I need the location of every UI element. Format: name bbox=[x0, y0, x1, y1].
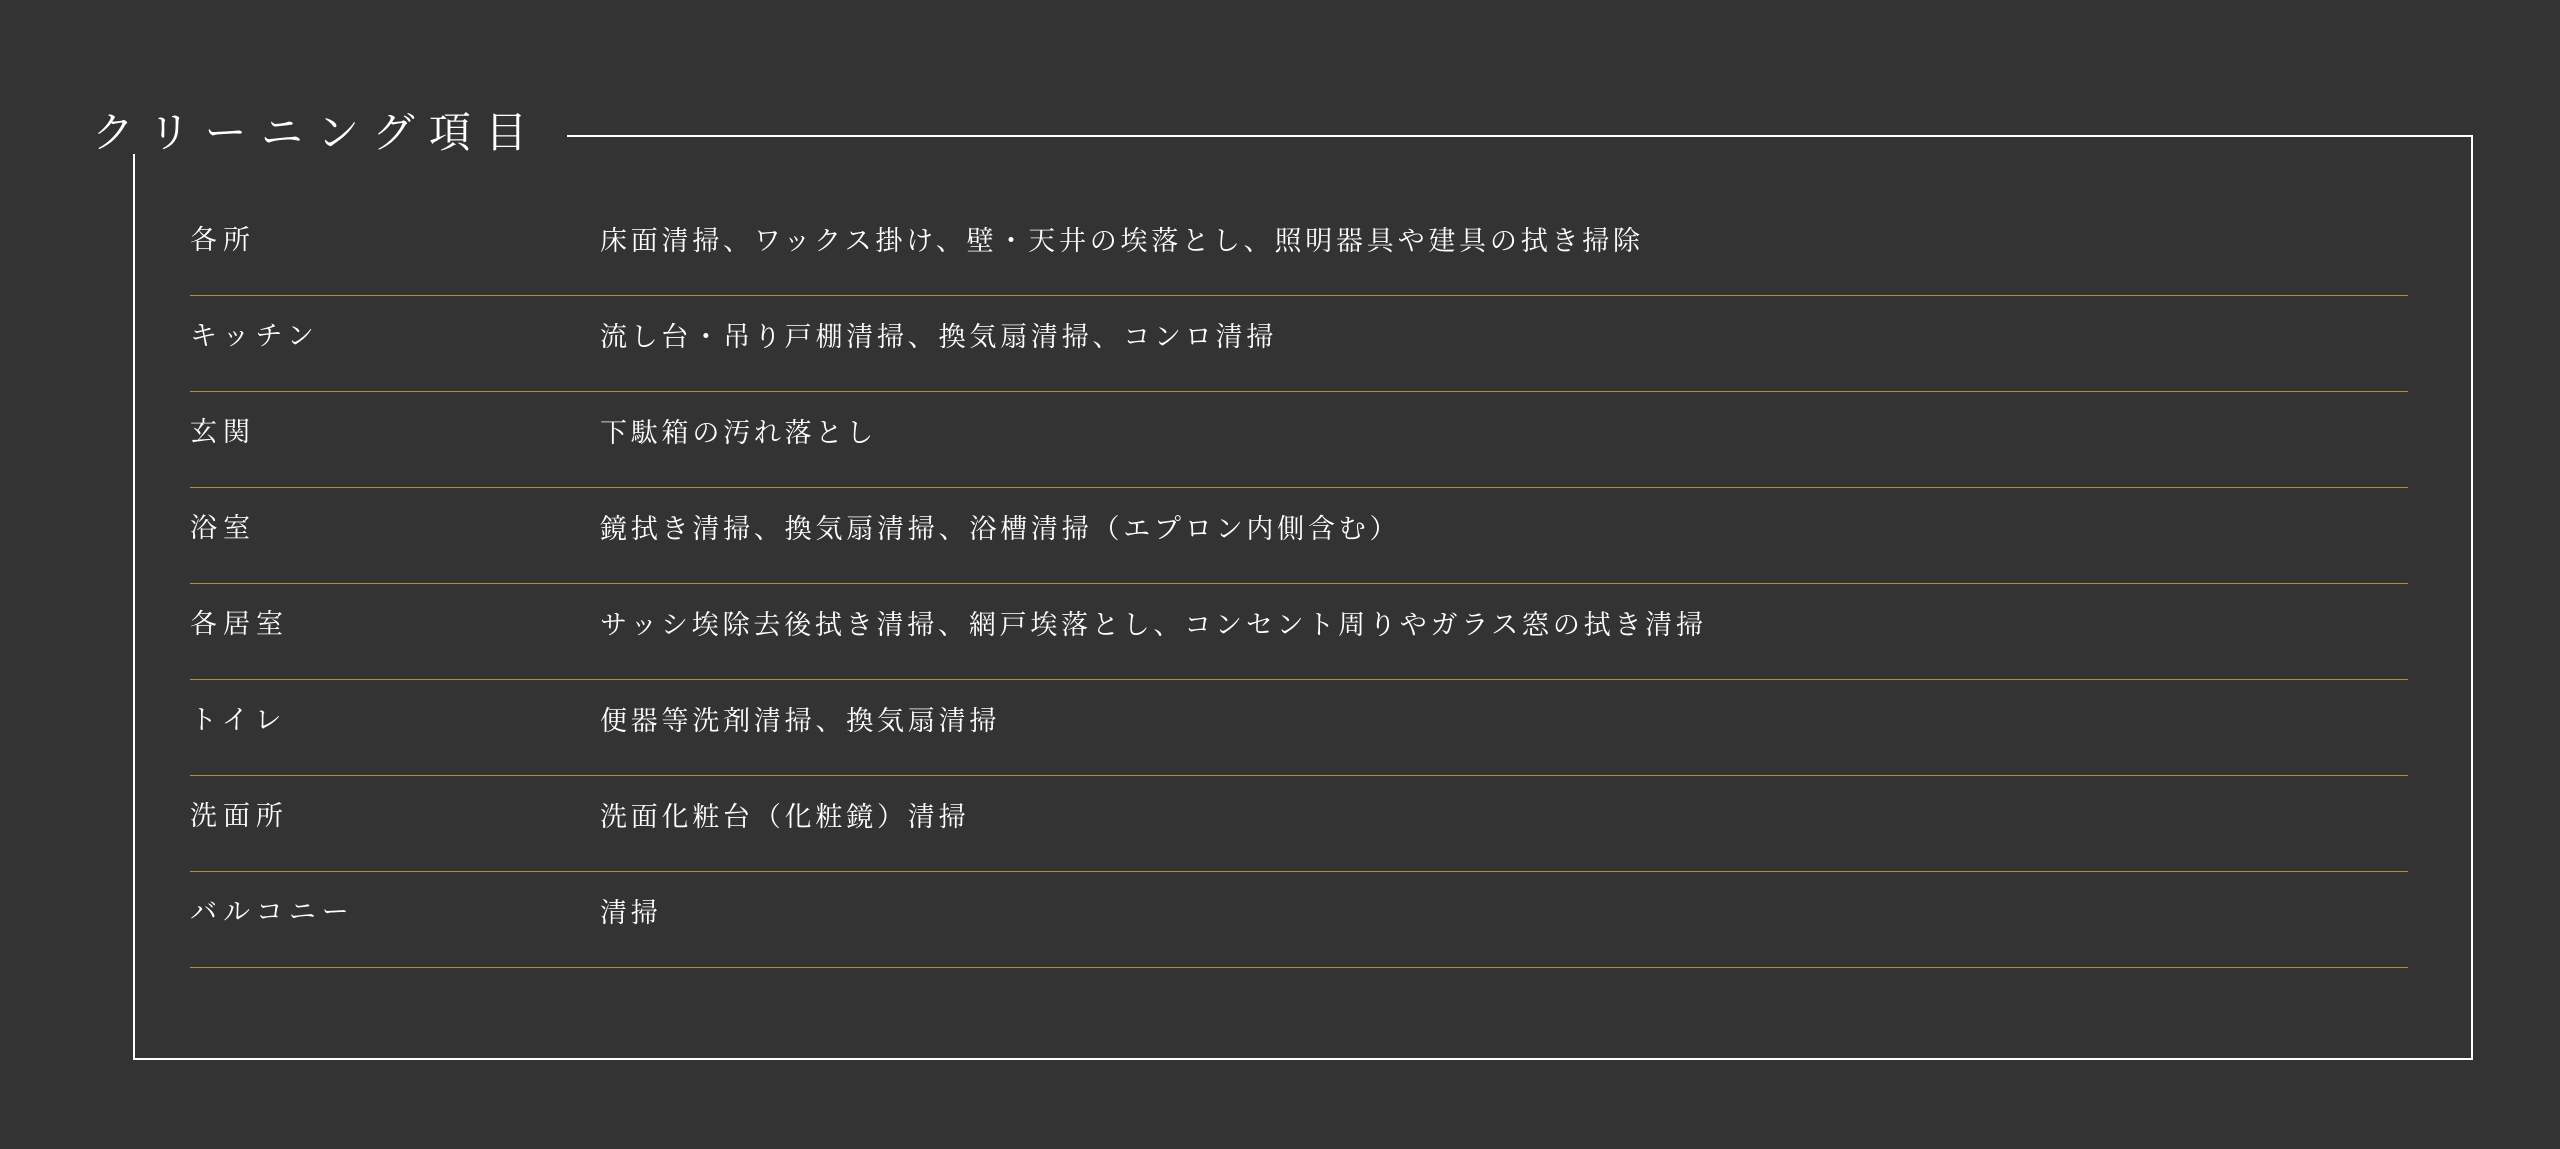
row-label: バルコニー bbox=[190, 897, 355, 927]
table-row bbox=[190, 872, 2408, 968]
table-row bbox=[190, 488, 2408, 584]
table-row bbox=[190, 296, 2408, 392]
table-row bbox=[190, 776, 2408, 872]
row-value: 床面清掃、ワックス掛け、壁・天井の埃落とし、照明器具や建具の拭き掃除 bbox=[600, 226, 1644, 256]
table-row bbox=[190, 392, 2408, 488]
cleaning-items-table bbox=[190, 200, 2408, 968]
row-label: 各所 bbox=[190, 225, 256, 255]
row-value: 鏡拭き清掃、換気扇清掃、浴槽清掃（エプロン内側含む） bbox=[600, 514, 1401, 544]
row-value: サッシ埃除去後拭き清掃、網戸埃落とし、コンセント周りやガラス窓の拭き清掃 bbox=[600, 610, 1707, 640]
table-row bbox=[190, 584, 2408, 680]
row-label: 各居室 bbox=[190, 609, 289, 639]
row-label: 浴室 bbox=[190, 513, 256, 543]
table-row bbox=[190, 680, 2408, 776]
row-value: 便器等洗剤清掃、換気扇清掃 bbox=[600, 706, 1001, 736]
row-value: 下駄箱の汚れ落とし bbox=[600, 418, 878, 448]
row-label: トイレ bbox=[190, 705, 288, 735]
section-title-text: クリーニング項目 bbox=[78, 112, 567, 154]
row-label: キッチン bbox=[190, 321, 320, 351]
row-value: 洗面化粧台（化粧鏡）清掃 bbox=[600, 802, 970, 832]
row-value: 清掃 bbox=[600, 898, 662, 928]
row-value: 流し台・吊り戸棚清掃、換気扇清掃、コンロ清掃 bbox=[600, 322, 1278, 352]
section-title bbox=[78, 95, 567, 171]
table-row bbox=[190, 200, 2408, 296]
row-label: 洗面所 bbox=[190, 801, 289, 831]
row-label: 玄関 bbox=[190, 417, 256, 447]
